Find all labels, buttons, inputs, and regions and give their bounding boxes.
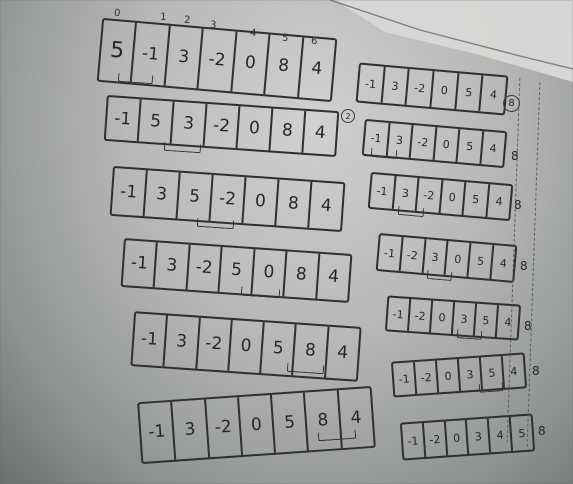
right-row-6-cell-3: 0 <box>437 359 461 392</box>
left-row-2-cell-1: -1 <box>106 97 142 141</box>
left-row-3-cell-6: 8 <box>276 180 312 228</box>
index-label-4: 4 <box>249 27 257 40</box>
index-label-0: 0 <box>113 7 121 20</box>
left-row-5-cell-6: 8 <box>294 325 330 378</box>
right-row-4-cell-3: 3 <box>423 239 449 275</box>
right-row-2-cell-1: -1 <box>364 121 390 156</box>
left-row-5-cell-5: 5 <box>261 322 297 375</box>
right-row-5-cell-2: -2 <box>409 299 433 332</box>
right-row-6-cell-5: 5 <box>481 356 505 389</box>
right-row-4-cell-1: -1 <box>378 235 404 271</box>
right-swap-bracket-6 <box>479 382 504 393</box>
left-row-3-cell-1: -1 <box>112 168 148 216</box>
right-row-4-cell-6: 4 <box>499 256 508 270</box>
right-row-2-cell-3: -2 <box>411 125 437 160</box>
left-row-5-cell-1: -1 <box>132 313 168 366</box>
right-row-4-tail-value: 8 <box>520 259 528 273</box>
right-row-3-cell-3: -2 <box>417 178 443 213</box>
left-row-1-cell-2: -1 <box>132 23 171 86</box>
left-row-4-cell-7: 4 <box>327 266 340 288</box>
right-row-3-tail-value: 8 <box>514 198 522 212</box>
left-row-2-cell-6: 8 <box>270 109 306 153</box>
right-swap-bracket-5 <box>457 329 483 340</box>
left-row-1-cell-4: -2 <box>199 29 238 92</box>
right-row-7-tail-value: 8 <box>538 424 546 438</box>
right-row-3-cell-2: 3 <box>393 176 419 211</box>
right-row-4-cell-4: 0 <box>446 241 472 277</box>
right-row-3-cell-1: -1 <box>370 174 396 209</box>
left-row-2-cell-2: 5 <box>139 99 175 143</box>
step-marker: 2 <box>341 109 355 123</box>
right-row-2-cell-4: 0 <box>434 127 460 162</box>
right-row-2-cell-2: 3 <box>387 123 413 158</box>
index-label-2: 2 <box>183 14 191 27</box>
right-row-2-tail-value: 8 <box>511 149 519 163</box>
left-row-4-cell-6: 8 <box>284 252 319 299</box>
right-row-5-cell-5: 5 <box>475 304 499 337</box>
left-row-6-cell-5: 5 <box>272 393 309 453</box>
left-row-2-cell-3: 3 <box>172 102 208 146</box>
right-row-5-cell-3: 0 <box>431 301 455 334</box>
right-row-7-cell-5: 4 <box>489 417 513 452</box>
right-row-1-circled-value: 8 <box>503 95 520 112</box>
left-row-6-cell-3: -2 <box>206 397 243 457</box>
left-row-4-cell-3: -2 <box>187 245 222 292</box>
right-row-1-cell-4: 0 <box>431 71 459 109</box>
left-row-5-cell-4: 0 <box>229 320 265 373</box>
index-label-1: 1 <box>159 11 167 24</box>
right-row-1-cell-1: -1 <box>358 65 386 103</box>
right-row-6-cell-6: 4 <box>509 364 518 378</box>
right-row-5-cell-6: 4 <box>503 315 512 329</box>
right-row-7-cell-2: -2 <box>424 421 448 456</box>
left-row-3-cell-4: -2 <box>210 175 246 223</box>
right-row-1-cell-2: 3 <box>382 67 410 105</box>
left-row-2-cell-4: -2 <box>205 104 241 148</box>
right-row-2-cell-6: 4 <box>488 141 498 156</box>
right-row-5-tail-value: 8 <box>524 319 532 333</box>
right-row-3-cell-6: 4 <box>494 194 504 209</box>
right-row-7-cell-4: 3 <box>467 418 491 453</box>
right-row-1-cell-5: 5 <box>456 73 484 111</box>
left-row-3-cell-7: 4 <box>320 195 333 216</box>
index-label-6: 6 <box>310 35 318 48</box>
left-row-2-cell-7: 4 <box>314 122 327 143</box>
right-row-7-cell-6: 5 <box>517 426 526 440</box>
right-row-7-cell-3: 0 <box>446 420 470 455</box>
left-row-1-cell-6: 8 <box>265 35 304 98</box>
left-row-6-cell-7: 4 <box>349 407 363 428</box>
left-row-4-cell-5: 0 <box>252 249 287 296</box>
right-row-6-cell-1: -1 <box>393 362 417 395</box>
right-row-4-cell-2: -2 <box>401 237 427 273</box>
left-row-5-cell-2: 3 <box>165 316 201 369</box>
left-row-6-cell-1: -1 <box>139 402 176 462</box>
right-row-7-cell-1: -1 <box>402 423 426 458</box>
right-row-6-cell-2: -2 <box>415 361 439 394</box>
left-row-1-cell-3: 3 <box>165 26 204 89</box>
right-row-5-cell-1: -1 <box>387 298 411 331</box>
left-row-3-cell-5: 0 <box>243 177 279 225</box>
right-row-4-cell-5: 5 <box>469 243 495 279</box>
left-row-1-cell-7: 4 <box>310 57 324 79</box>
right-row-6-tail-value: 8 <box>532 364 540 378</box>
right-row-5-cell-4: 3 <box>453 302 477 335</box>
index-label-3: 3 <box>209 19 217 32</box>
left-row-6-cell-2: 3 <box>172 399 209 459</box>
left-row-2-cell-5: 0 <box>237 106 273 150</box>
right-row-2-cell-5: 5 <box>457 129 483 164</box>
left-row-4-cell-2: 3 <box>155 242 190 289</box>
left-row-3-cell-3: 5 <box>178 173 214 221</box>
left-row-1-cell-5: 0 <box>232 32 271 95</box>
left-row-5-cell-3: -2 <box>197 318 233 371</box>
left-row-4-cell-1: -1 <box>123 240 158 287</box>
left-row-6-cell-6: 8 <box>305 390 342 450</box>
left-row-3-cell-2: 3 <box>145 170 181 218</box>
index-label-5: 5 <box>281 32 289 45</box>
right-row-6-cell-4: 3 <box>459 357 483 390</box>
right-row-3-cell-4: 0 <box>440 180 466 215</box>
left-row-6-cell-4: 0 <box>239 395 276 455</box>
right-row-1-cell-3: -2 <box>407 69 435 107</box>
right-row-3-cell-5: 5 <box>463 182 489 217</box>
left-row-4-cell-4: 5 <box>220 247 255 294</box>
left-row-5-cell-7: 4 <box>336 342 349 364</box>
left-row-1-cell-1: 5 <box>99 20 138 83</box>
right-row-1-cell-6: 4 <box>489 87 498 102</box>
